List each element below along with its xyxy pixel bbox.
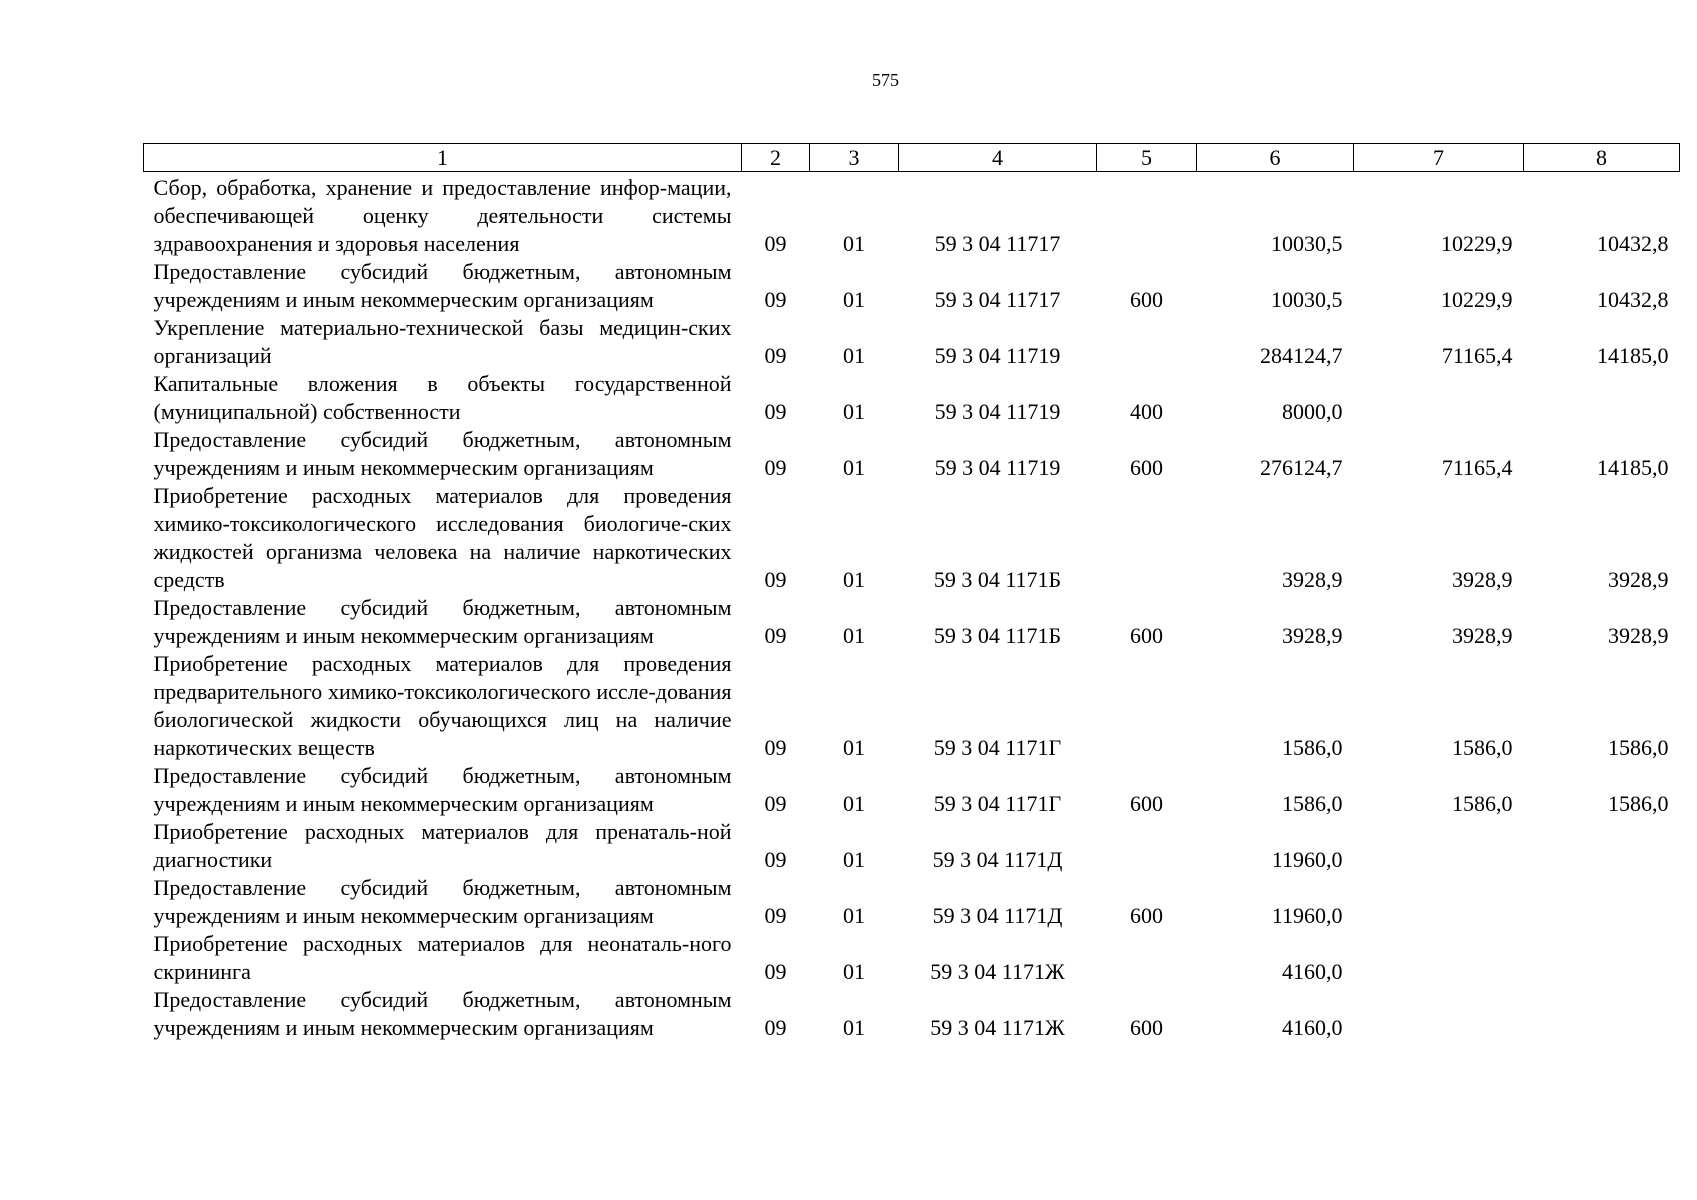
row-col-8: 14185,0 — [1597, 343, 1669, 368]
row-name: Предоставление субсидий бюджетным, автономным учреждениям и иным некоммерческим организациям — [153, 875, 732, 928]
table-row — [144, 172, 1680, 259]
row-col-5 — [1097, 930, 1197, 986]
row-col-6: 3928,9 — [1282, 623, 1343, 648]
row-col-4: 59 3 04 1171Д — [932, 903, 1063, 928]
row-name: Предоставление субсидий бюджетным, автономным учреждениям и иным некоммерческим организациям — [153, 763, 732, 816]
table-row — [144, 762, 1680, 818]
row-col-7: 10229,9 — [1441, 231, 1513, 256]
page-number: 575 — [872, 70, 899, 90]
row-col-6: 1586,0 — [1282, 735, 1343, 760]
table-row — [144, 650, 1680, 762]
table-row — [144, 594, 1680, 650]
row-col-2: 09 — [764, 791, 787, 816]
row-col-3: 01 — [843, 847, 865, 872]
row-col-6: 4160,0 — [1282, 1015, 1343, 1040]
row-col-6: 10030,5 — [1271, 287, 1343, 312]
header-col-6: 6 — [1197, 144, 1354, 172]
row-col-4: 59 3 04 11719 — [934, 455, 1061, 480]
row-col-6: 3928,9 — [1282, 567, 1343, 592]
row-name: Приобретение расходных материалов для неонаталь-ного скрининга — [153, 931, 732, 984]
row-col-8: 1586,0 — [1608, 735, 1669, 760]
row-col-8 — [1524, 370, 1680, 426]
row-col-4: 59 3 04 1171Ж — [930, 1015, 1065, 1040]
budget-table — [143, 143, 1680, 1042]
row-col-7 — [1354, 874, 1524, 930]
row-col-7: 3928,9 — [1452, 623, 1513, 648]
row-col-4: 59 3 04 1171Д — [932, 847, 1063, 872]
row-col-8 — [1524, 930, 1680, 986]
row-col-3: 01 — [843, 1015, 865, 1040]
row-col-6: 1586,0 — [1282, 791, 1343, 816]
row-col-8: 10432,8 — [1597, 287, 1669, 312]
row-col-6: 4160,0 — [1282, 959, 1343, 984]
header-col-3: 3 — [810, 144, 899, 172]
row-col-4: 59 3 04 1171Ж — [930, 959, 1065, 984]
row-col-7: 3928,9 — [1452, 567, 1513, 592]
row-col-2: 09 — [764, 847, 787, 872]
row-col-6: 276124,7 — [1260, 455, 1343, 480]
row-col-3: 01 — [843, 567, 865, 592]
row-name: Приобретение расходных материалов для пренаталь-ной диагностики — [153, 819, 732, 872]
row-col-5: 400 — [1130, 399, 1163, 424]
row-col-8 — [1524, 986, 1680, 1042]
row-col-8 — [1524, 818, 1680, 874]
row-col-5: 600 — [1130, 1015, 1163, 1040]
row-col-7: 1586,0 — [1452, 735, 1513, 760]
row-col-5 — [1097, 482, 1197, 594]
header-col-1: 1 — [144, 144, 742, 172]
row-col-8: 3928,9 — [1608, 567, 1669, 592]
row-col-2: 09 — [764, 399, 787, 424]
row-col-2: 09 — [764, 959, 787, 984]
row-col-3: 01 — [843, 623, 865, 648]
header-col-7: 7 — [1354, 144, 1524, 172]
row-col-5 — [1097, 172, 1197, 259]
row-name: Укрепление материально-технической базы медицин-ских организаций — [153, 315, 732, 368]
table-row — [144, 426, 1680, 482]
row-col-7: 71165,4 — [1441, 455, 1513, 480]
row-col-7 — [1354, 986, 1524, 1042]
row-col-5: 600 — [1130, 791, 1163, 816]
row-name: Предоставление субсидий бюджетным, автономным учреждениям и иным некоммерческим организациям — [153, 595, 732, 648]
row-col-3: 01 — [843, 791, 865, 816]
row-col-2: 09 — [764, 1015, 787, 1040]
row-col-6: 10030,5 — [1271, 231, 1343, 256]
row-col-2: 09 — [764, 455, 787, 480]
row-col-3: 01 — [843, 287, 865, 312]
header-col-2: 2 — [742, 144, 810, 172]
row-col-5: 600 — [1130, 287, 1163, 312]
row-col-8: 14185,0 — [1597, 455, 1669, 480]
row-col-4: 59 3 04 11717 — [934, 231, 1061, 256]
table-row — [144, 818, 1680, 874]
row-col-5 — [1097, 314, 1197, 370]
row-col-3: 01 — [843, 399, 865, 424]
table-row — [144, 370, 1680, 426]
row-col-4: 59 3 04 1171Б — [933, 623, 1062, 648]
row-col-6: 11960,0 — [1271, 847, 1343, 872]
row-col-8 — [1524, 874, 1680, 930]
row-col-5: 600 — [1130, 623, 1163, 648]
row-name: Предоставление субсидий бюджетным, автономным учреждениям и иным некоммерческим организациям — [153, 427, 732, 480]
row-col-6: 8000,0 — [1282, 399, 1343, 424]
row-name: Сбор, обработка, хранение и предоставление инфор-мации, обеспечивающей оценку деятельности системы здравоохранения и здоровья населения — [153, 175, 732, 256]
header-col-4: 4 — [899, 144, 1097, 172]
row-col-6: 284124,7 — [1260, 343, 1343, 368]
row-col-2: 09 — [764, 903, 787, 928]
row-col-2: 09 — [764, 231, 787, 256]
row-col-7 — [1354, 370, 1524, 426]
row-col-3: 01 — [843, 455, 865, 480]
row-col-3: 01 — [843, 231, 865, 256]
row-col-2: 09 — [764, 623, 787, 648]
row-name: Предоставление субсидий бюджетным, автономным учреждениям и иным некоммерческим организациям — [153, 259, 732, 312]
row-col-4: 59 3 04 1171Г — [933, 791, 1062, 816]
row-col-7: 71165,4 — [1441, 343, 1513, 368]
row-col-8: 3928,9 — [1608, 623, 1669, 648]
table-row — [144, 258, 1680, 314]
table-row — [144, 930, 1680, 986]
table-header-row — [144, 144, 1680, 172]
table-row — [144, 874, 1680, 930]
row-name: Приобретение расходных материалов для проведения химико-токсикологического исследования биологиче-ских жидкостей организма человека на наличие наркотических средств — [153, 483, 732, 592]
row-name: Капитальные вложения в объекты государственной (муниципальной) собственности — [153, 371, 732, 424]
row-col-3: 01 — [843, 735, 865, 760]
row-col-7: 10229,9 — [1441, 287, 1513, 312]
table-row — [144, 482, 1680, 594]
table-row — [144, 986, 1680, 1042]
row-col-4: 59 3 04 1171Б — [933, 567, 1062, 592]
header-col-8: 8 — [1524, 144, 1680, 172]
row-col-8: 10432,8 — [1597, 231, 1669, 256]
row-col-5: 600 — [1130, 455, 1163, 480]
row-col-2: 09 — [764, 343, 787, 368]
row-name: Предоставление субсидий бюджетным, автономным учреждениям и иным некоммерческим организациям — [153, 987, 732, 1040]
row-col-2: 09 — [764, 567, 787, 592]
row-col-6: 11960,0 — [1271, 903, 1343, 928]
row-col-7 — [1354, 930, 1524, 986]
row-col-4: 59 3 04 1171Г — [933, 735, 1062, 760]
table-row — [144, 314, 1680, 370]
row-col-7 — [1354, 818, 1524, 874]
row-col-2: 09 — [764, 735, 787, 760]
row-col-4: 59 3 04 11717 — [934, 287, 1061, 312]
row-col-2: 09 — [764, 287, 787, 312]
row-col-3: 01 — [843, 343, 865, 368]
row-col-4: 59 3 04 11719 — [934, 399, 1061, 424]
row-col-5 — [1097, 818, 1197, 874]
row-col-5: 600 — [1130, 903, 1163, 928]
row-name: Приобретение расходных материалов для проведения предварительного химико-токсикологического иссле-дования биологической жидкости обучающихся лиц на наличие наркотических веществ — [153, 651, 732, 760]
row-col-3: 01 — [843, 959, 865, 984]
row-col-8: 1586,0 — [1608, 791, 1669, 816]
row-col-3: 01 — [843, 903, 865, 928]
header-col-5: 5 — [1097, 144, 1197, 172]
row-col-7: 1586,0 — [1452, 791, 1513, 816]
row-col-4: 59 3 04 11719 — [934, 343, 1061, 368]
row-col-5 — [1097, 650, 1197, 762]
